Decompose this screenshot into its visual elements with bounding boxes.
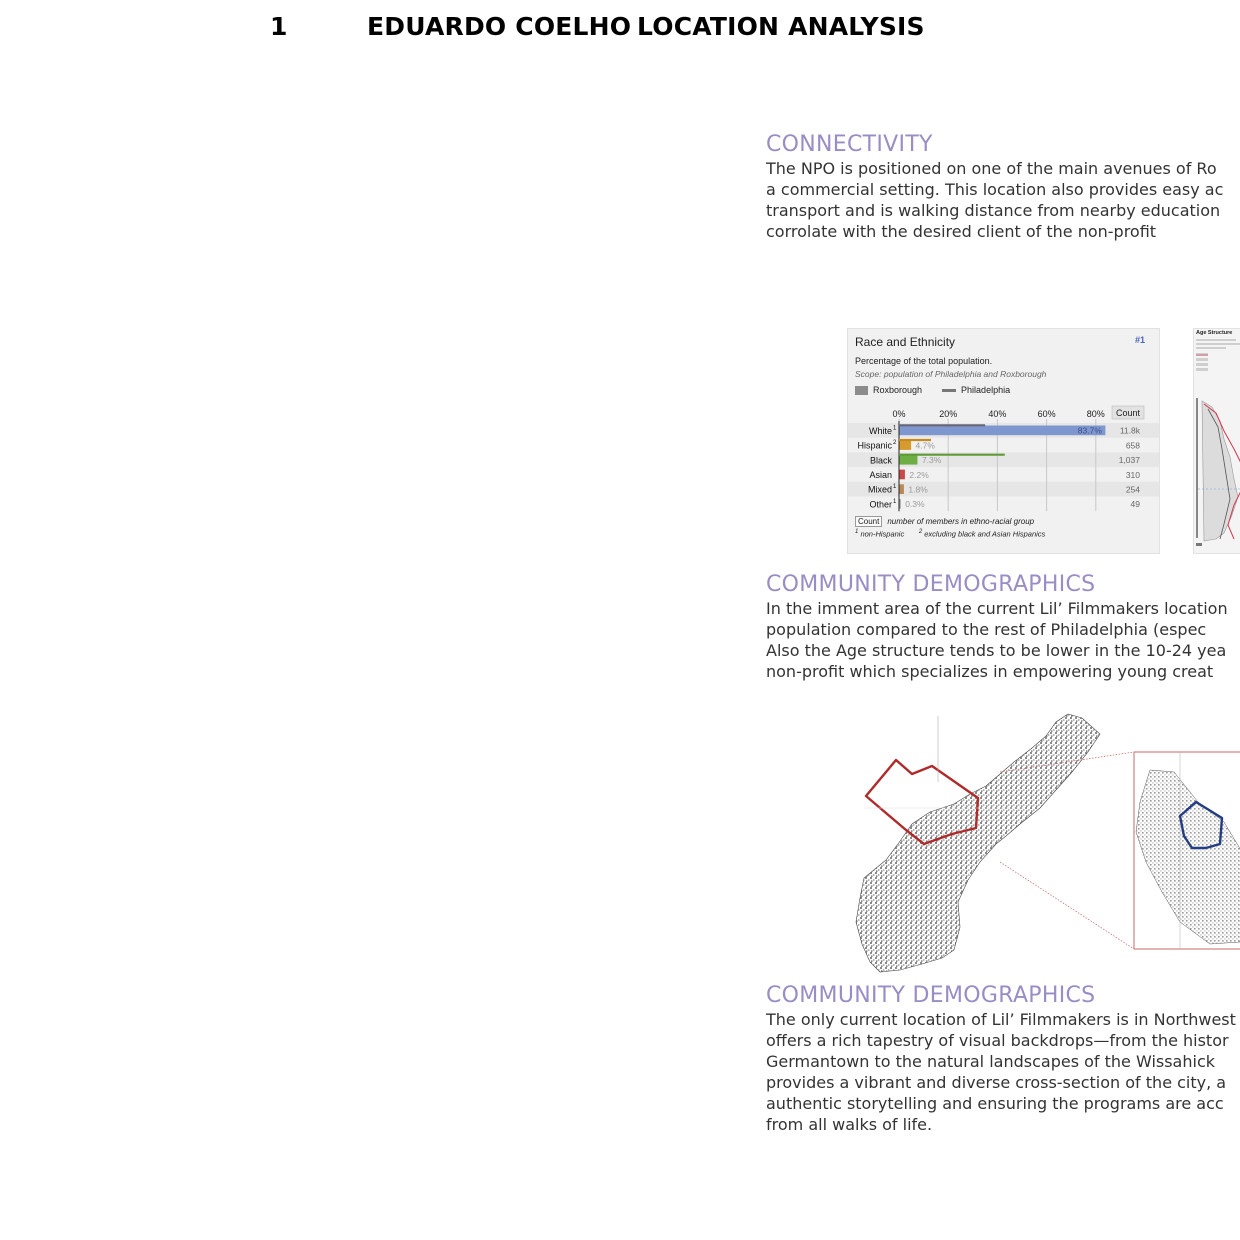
category-label: Mixed [867, 484, 892, 495]
text-line: a commercial setting. This location also provides easy ac [766, 180, 1224, 199]
philadelphia-map [856, 714, 1100, 972]
page-title: LOCATION ANALYSIS [637, 12, 925, 41]
value-label: 0.3% [905, 499, 925, 510]
count-label: 658 [1125, 440, 1140, 451]
x-tick-label: 0% [892, 409, 906, 419]
count-key: Count [855, 516, 882, 527]
page-number: 1 [270, 12, 288, 41]
value-label: 1.8% [908, 484, 928, 495]
value-label: 2.2% [909, 469, 929, 480]
race-ethnicity-chart [847, 328, 1160, 554]
category-superscript: 1 [893, 484, 897, 491]
x-tick-label: 40% [988, 409, 1007, 419]
chart-footnotes: $^1$ non-Hispanic $^2$ excluding black and Asian Hispanics [855, 529, 1046, 539]
community-demographics-heading: COMMUNITY DEMOGRAPHICS [766, 572, 1096, 597]
bar-roxborough [900, 455, 918, 465]
connectivity-heading: CONNECTIVITY [766, 132, 933, 157]
legend-label-philadelphia: Philadelphia [961, 385, 1011, 395]
text-line: In the imment area of the current Lil’ Filmmakers location [766, 599, 1228, 618]
bar-roxborough [900, 440, 912, 450]
category-label: Other [869, 499, 892, 510]
category-superscript: 1 [893, 498, 897, 505]
footnote-2: excluding black and Asian Hispanics [924, 529, 1046, 539]
age-chart-graphic [1194, 329, 1240, 554]
chart-scope: Scope: population of Philadelphia and Roxborough [855, 369, 1047, 379]
text-line: corrolate with the desired client of the non-profit [766, 222, 1157, 241]
text-line: Germantown to the natural landscapes of the Wissahick [766, 1052, 1216, 1071]
x-tick-label: 80% [1086, 409, 1105, 419]
community-demographics-text [766, 598, 1240, 682]
legend-label-roxborough: Roxborough [873, 385, 923, 395]
text-line: transport and is walking distance from nearby education [766, 201, 1221, 220]
text-line: non-profit which specializes in empowering young creat [766, 662, 1214, 681]
count-description: number of members in ethno-racial group [887, 517, 1035, 526]
x-tick-label: 20% [939, 409, 958, 419]
value-label: 4.7% [915, 440, 935, 451]
chart-footnote-count [855, 516, 1034, 527]
connectivity-text [766, 158, 1240, 242]
category-label: Hispanic [857, 440, 892, 451]
author-name: EDUARDO COELHO [367, 12, 632, 41]
count-header: Count [1115, 408, 1141, 418]
value-label: 83.7% [1077, 425, 1102, 436]
category-label: White [868, 425, 892, 436]
chart-title: Race and Ethnicity [855, 335, 956, 349]
text-line: Also the Age structure tends to be lower in the 10-24 yea [766, 641, 1227, 660]
community-demographics-text-2 [766, 1009, 1240, 1135]
text-line: from all walks of life. [766, 1115, 933, 1134]
value-label: 7.3% [921, 455, 942, 466]
category-label: Asian [869, 469, 892, 480]
bar-roxborough [900, 484, 904, 494]
bar-roxborough [900, 426, 1106, 436]
age-chart-title: Age Structure [1196, 330, 1233, 336]
category-superscript: 2 [893, 440, 897, 447]
text-line: population compared to the rest of Philadelphia (espec [766, 620, 1207, 639]
location-maps [850, 712, 1240, 977]
text-line: authentic storytelling and ensuring the programs are acc [766, 1094, 1224, 1113]
count-label: 11.8k [1119, 425, 1140, 436]
chart-badge: #1 [1134, 335, 1145, 345]
text-line: The only current location of Lil’ Filmmakers is in Northwest [766, 1010, 1236, 1029]
chart-subtitle: Percentage of the total population. [855, 356, 993, 366]
count-label: 1,037 [1118, 455, 1140, 466]
text-line: provides a vibrant and diverse cross-section of the city, a [766, 1073, 1227, 1092]
map-graphic [850, 712, 1240, 977]
footnote-1: non-Hispanic [860, 529, 905, 539]
category-label: Black [869, 455, 892, 466]
count-label: 310 [1125, 469, 1140, 480]
category-superscript: 1 [893, 425, 897, 432]
bar-roxborough [900, 470, 905, 480]
count-label: 49 [1130, 499, 1140, 510]
age-structure-chart [1193, 328, 1240, 554]
text-line: offers a rich tapestry of visual backdrops—from the histor [766, 1031, 1229, 1050]
bar-roxborough [900, 499, 901, 509]
community-demographics-heading-2: COMMUNITY DEMOGRAPHICS [766, 983, 1096, 1008]
count-label: 254 [1125, 484, 1140, 495]
x-tick-label: 60% [1037, 409, 1056, 419]
text-line: The NPO is positioned on one of the main avenues of Ro [766, 159, 1217, 178]
